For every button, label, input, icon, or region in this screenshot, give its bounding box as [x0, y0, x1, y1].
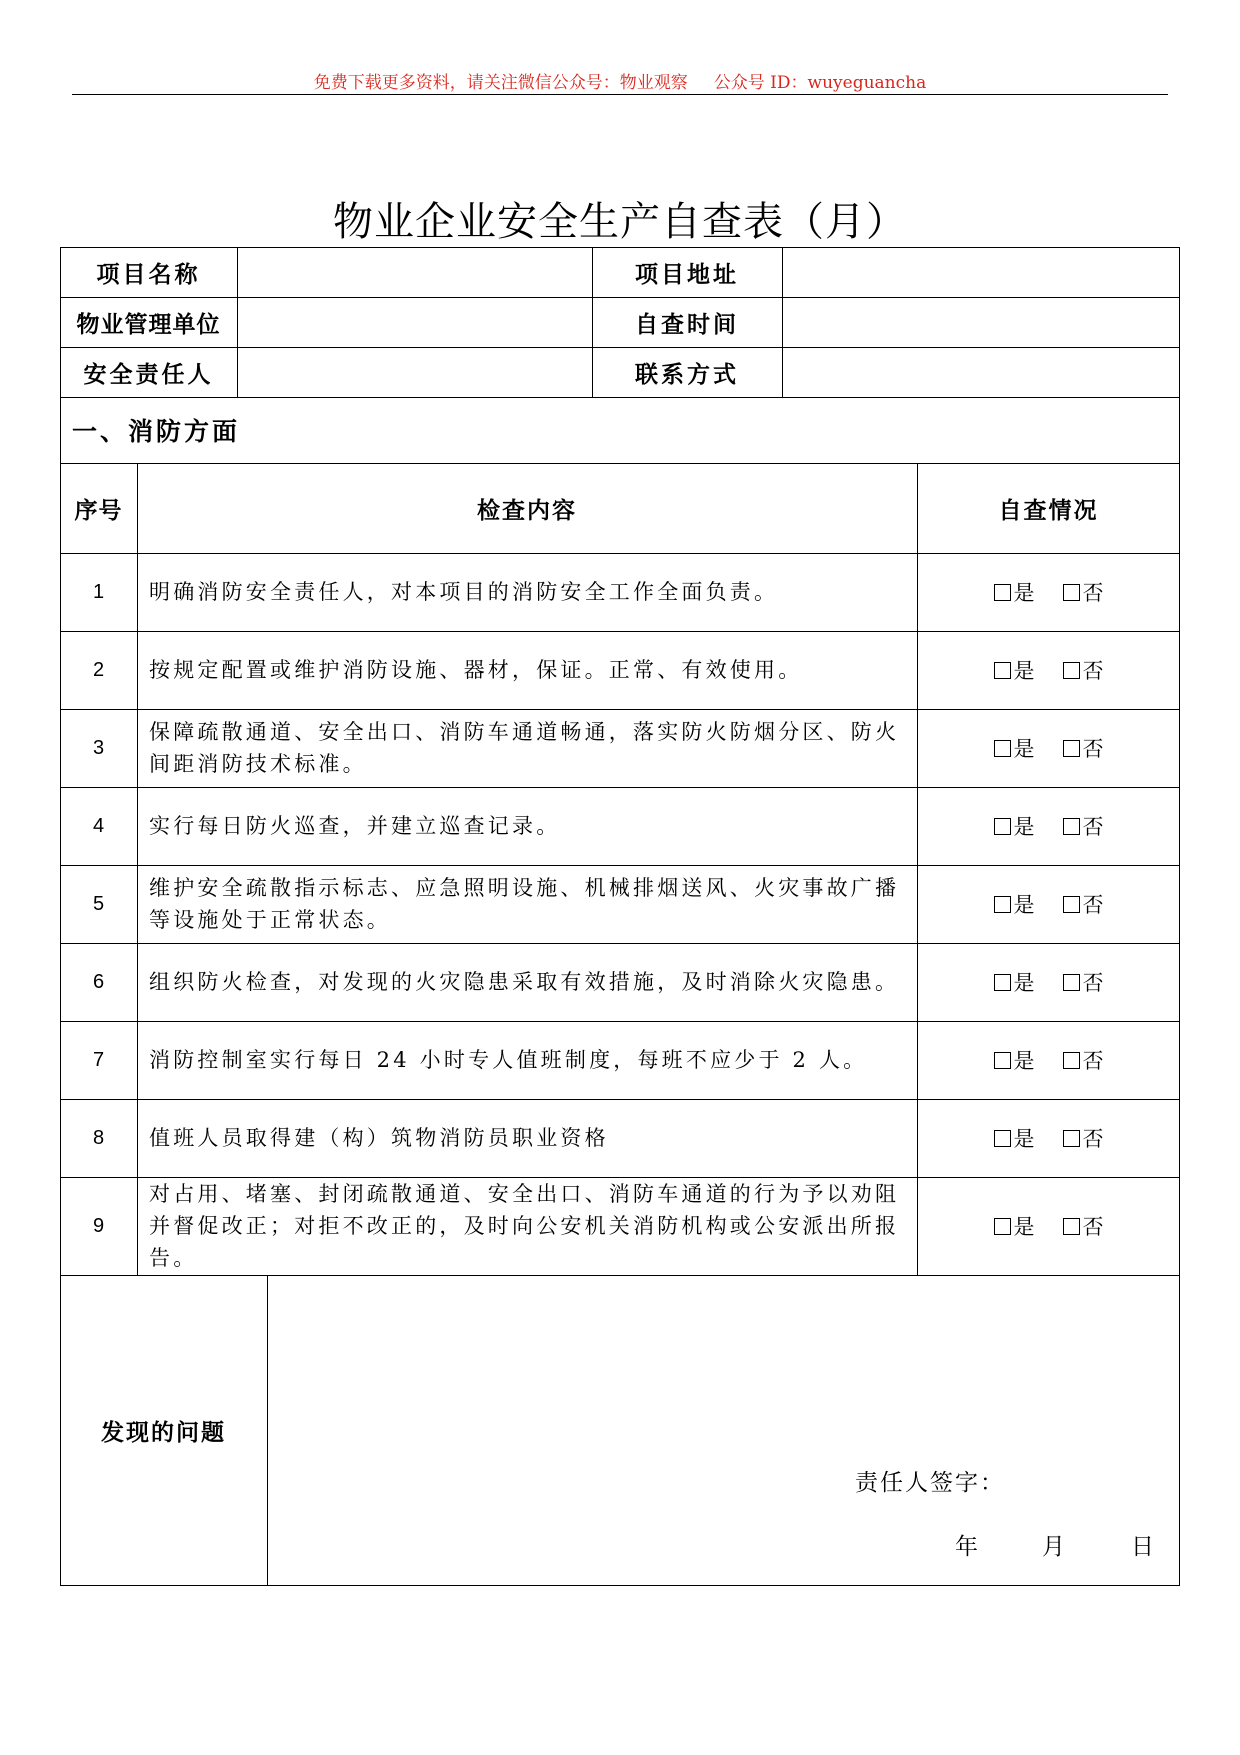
checkbox-icon[interactable] [1063, 662, 1080, 679]
no-label: 否 [1082, 659, 1104, 683]
signature-label: 责任人签字： [855, 1470, 1005, 1496]
checkbox-icon[interactable] [994, 662, 1011, 679]
item-content: 明确消防安全责任人，对本项目的消防安全工作全面负责。 [149, 580, 779, 604]
no-option[interactable] [1063, 967, 1104, 997]
checkbox-icon[interactable] [1063, 584, 1080, 601]
inspection-time-label: 自查时间 [635, 311, 739, 338]
yes-label: 是 [1013, 737, 1035, 761]
date-month-label: 月 [1042, 1534, 1067, 1560]
no-label: 否 [1082, 1049, 1104, 1073]
header-notice-text: 免费下载更多资料，请关注微信公众号：物业观察 [313, 73, 688, 93]
management-unit-label: 物业管理单位 [76, 311, 221, 338]
management-unit-field[interactable] [237, 297, 592, 347]
item-status [917, 553, 1180, 631]
yes-option[interactable] [994, 811, 1035, 841]
item-number: 5 [92, 892, 105, 915]
yes-label: 是 [1013, 659, 1035, 683]
checkbox-icon[interactable] [994, 1130, 1011, 1147]
no-option[interactable] [1063, 1123, 1104, 1153]
checkbox-icon[interactable] [994, 818, 1011, 835]
header-account-text: 公众号 ID：wuyeguancha [713, 73, 927, 93]
item-content: 保障疏散通道、安全出口、消防车通道畅通，落实防火防烟分区、防火间距消防技术标准。 [149, 720, 900, 776]
item-number: 8 [92, 1126, 105, 1149]
no-option[interactable] [1063, 577, 1104, 607]
checkbox-icon[interactable] [1063, 1218, 1080, 1235]
yes-option[interactable] [994, 889, 1035, 919]
checkbox-icon[interactable] [1063, 1130, 1080, 1147]
yes-option[interactable] [994, 655, 1035, 685]
contact-field[interactable] [782, 347, 1180, 397]
checkbox-icon[interactable] [1063, 974, 1080, 991]
no-label: 否 [1082, 971, 1104, 995]
issues-label: 发现的问题 [101, 1420, 226, 1446]
item-number: 4 [92, 814, 105, 837]
item-content: 实行每日防火巡查，并建立巡查记录。 [149, 814, 561, 838]
column-header-no: 序号 [74, 497, 123, 524]
date-year-label: 年 [955, 1534, 980, 1560]
inspection-time-field[interactable] [782, 297, 1180, 347]
signature-field[interactable] [1000, 1458, 1160, 1494]
no-option[interactable] [1063, 889, 1104, 919]
document-title: 物业企业安全生产自查表（月） [333, 199, 907, 245]
item-number: 9 [92, 1214, 105, 1237]
contact-label: 联系方式 [635, 361, 739, 388]
project-address-field[interactable] [782, 247, 1180, 297]
no-label: 否 [1082, 737, 1104, 761]
column-header-status: 自查情况 [998, 497, 1099, 524]
item-content: 按规定配置或维护消防设施、器材，保证。正常、有效使用。 [149, 658, 803, 682]
yes-label: 是 [1013, 893, 1035, 917]
safety-officer-label: 安全责任人 [83, 361, 214, 388]
item-status [917, 865, 1180, 943]
checkbox-icon[interactable] [994, 584, 1011, 601]
checkbox-icon[interactable] [1063, 1052, 1080, 1069]
item-status [917, 787, 1180, 865]
item-content: 消防控制室实行每日 24 小时专人值班制度，每班不应少于 2 人。 [149, 1048, 868, 1072]
item-status [917, 1099, 1180, 1177]
section-title: 一、消防方面 [72, 417, 241, 446]
item-content: 对占用、堵塞、封闭疏散通道、安全出口、消防车通道的行为予以劝阻并督促改正；对拒不改正的，及时向公安机关消防机构或公安派出所报告。 [149, 1182, 900, 1270]
item-status [917, 1177, 1180, 1275]
item-content: 值班人员取得建（构）筑物消防员职业资格 [149, 1126, 609, 1150]
safety-officer-field[interactable] [237, 347, 592, 397]
header-notice [0, 68, 1240, 93]
item-status [917, 1021, 1180, 1099]
no-label: 否 [1082, 1127, 1104, 1151]
project-name-field[interactable] [237, 247, 592, 297]
item-number: 6 [92, 970, 105, 993]
column-header-content: 检查内容 [477, 497, 577, 524]
yes-option[interactable] [994, 1123, 1035, 1153]
item-number: 3 [92, 736, 105, 759]
checkbox-icon[interactable] [1063, 740, 1080, 757]
checkbox-icon[interactable] [1063, 896, 1080, 913]
no-label: 否 [1082, 1215, 1104, 1239]
no-option[interactable] [1063, 811, 1104, 841]
no-option[interactable] [1063, 1045, 1104, 1075]
project-name-label: 项目名称 [96, 261, 201, 288]
checkbox-icon[interactable] [994, 974, 1011, 991]
item-content: 组织防火检查，对发现的火灾隐患采取有效措施，及时消除火灾隐患。 [149, 970, 900, 994]
yes-label: 是 [1013, 1049, 1035, 1073]
yes-label: 是 [1013, 815, 1035, 839]
yes-option[interactable] [994, 577, 1035, 607]
checkbox-icon[interactable] [994, 1218, 1011, 1235]
no-option[interactable] [1063, 655, 1104, 685]
yes-option[interactable] [994, 1045, 1035, 1075]
project-address-label: 项目地址 [635, 261, 739, 288]
item-number: 2 [92, 658, 105, 681]
yes-option[interactable] [994, 967, 1035, 997]
item-status [917, 943, 1180, 1021]
no-label: 否 [1082, 893, 1104, 917]
checkbox-icon[interactable] [1063, 818, 1080, 835]
item-number: 7 [92, 1048, 105, 1071]
item-content: 维护安全疏散指示标志、应急照明设施、机械排烟送风、火灾事故广播等设施处于正常状态。 [149, 876, 900, 932]
checkbox-icon[interactable] [994, 740, 1011, 757]
checkbox-icon[interactable] [994, 896, 1011, 913]
no-label: 否 [1082, 581, 1104, 605]
item-number: 1 [92, 580, 105, 603]
checkbox-icon[interactable] [994, 1052, 1011, 1069]
item-status [917, 631, 1180, 709]
yes-option[interactable] [994, 1211, 1035, 1241]
item-status [917, 709, 1180, 787]
yes-label: 是 [1013, 1215, 1035, 1239]
yes-label: 是 [1013, 1127, 1035, 1151]
no-option[interactable] [1063, 1211, 1104, 1241]
date-day-label: 日 [1131, 1534, 1156, 1560]
yes-option[interactable] [994, 733, 1035, 763]
yes-label: 是 [1013, 971, 1035, 995]
header-rule [72, 94, 1168, 95]
yes-label: 是 [1013, 581, 1035, 605]
no-label: 否 [1082, 815, 1104, 839]
no-option[interactable] [1063, 733, 1104, 763]
